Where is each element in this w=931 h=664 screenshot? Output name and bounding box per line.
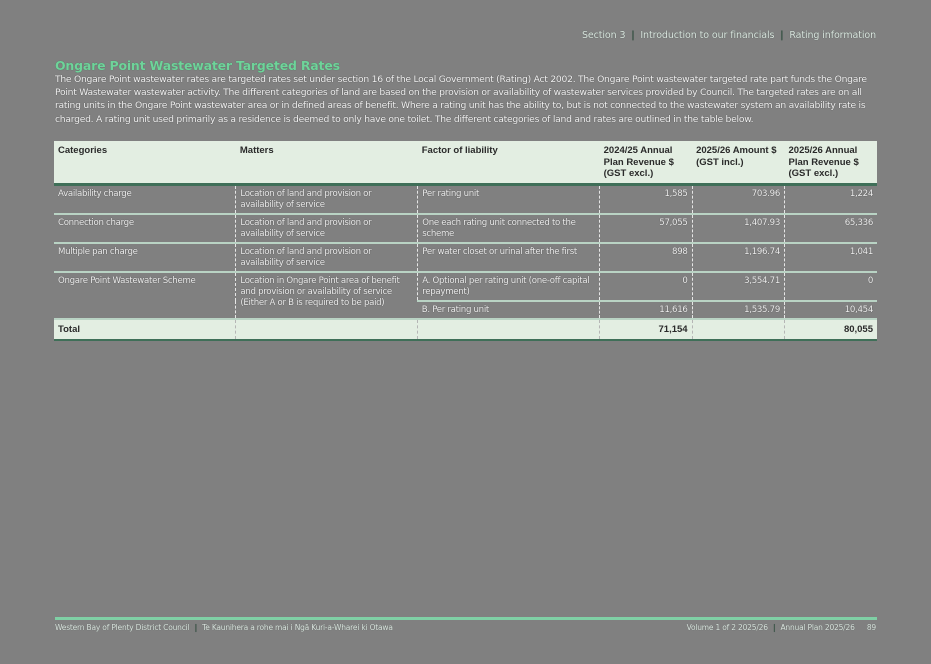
cell-rev-2526: 10,454 <box>785 301 878 319</box>
cell-category: Connection charge <box>54 214 236 243</box>
header-categories: Categories <box>54 141 236 184</box>
cell-matters: Location of land and provision or availability of service <box>236 243 418 272</box>
footer-organisation <box>55 623 393 632</box>
table-row <box>54 272 877 301</box>
total-rev-2526: 80,055 <box>785 319 878 340</box>
cell-factor: A. Optional per rating unit (one-off capital repayment) <box>418 272 600 301</box>
cell-rev-2425: 0 <box>600 272 692 301</box>
table-header-row <box>54 141 877 184</box>
breadcrumb-separator: | <box>780 30 784 41</box>
cell-factor: B. Per rating unit <box>418 301 600 319</box>
breadcrumb-topic: Rating information <box>789 30 876 41</box>
rates-table <box>54 141 877 341</box>
table-row <box>54 214 877 243</box>
header-matters: Matters <box>236 141 418 184</box>
total-empty <box>418 319 600 340</box>
cell-category: Ongare Point Wastewater Scheme <box>54 272 236 319</box>
header-2024-25-revenue: 2024/25 Annual Plan Revenue $ (GST excl.) <box>600 141 692 184</box>
cell-rev-2526: 0 <box>785 272 878 301</box>
table-row <box>54 243 877 272</box>
cell-rev-2526: 1,224 <box>785 184 878 214</box>
cell-amount-2526: 703.96 <box>692 184 784 214</box>
header-2025-26-revenue: 2025/26 Annual Plan Revenue $ (GST excl.) <box>785 141 878 184</box>
footer-document-info <box>687 623 876 632</box>
breadcrumb-chapter: Introduction to our financials <box>640 30 775 41</box>
cell-amount-2526: 1,407.93 <box>692 214 784 243</box>
page-number: 89 <box>866 623 876 632</box>
cell-rev-2425: 57,055 <box>600 214 692 243</box>
footer-volume: Volume 1 of 2 2025/26 <box>686 623 768 632</box>
cell-rev-2526: 1,041 <box>785 243 878 272</box>
footer-divider <box>55 617 877 620</box>
intro-paragraph: The Ongare Point wastewater rates are targeted rates set under section 16 of the Local Government (Rating) Act 2002. The Ongare Point wastewater targeted rate part funds the Ongare Point Wastewater wastewater activity. The different categories of land are based on the provision or availability of wastewater services provided by Council. The targeted rates are on all rating units in the Ongare Point wastewater area or in defined areas of benefit. Where a rating unit has the ability to, but is not connected to the wastewater system an availability rate is charged. A rating unit used primarily as a residence is deemed to only have one toilet. The different categories of land and rates are outlined in the table below. <box>55 74 867 125</box>
total-amount-2526 <box>692 319 784 340</box>
footer-org-name: Western Bay of Plenty District Council <box>55 623 190 632</box>
cell-factor: Per rating unit <box>418 184 600 214</box>
cell-rev-2526: 65,336 <box>785 214 878 243</box>
cell-category: Availability charge <box>54 184 236 214</box>
total-rev-2425: 71,154 <box>600 319 692 340</box>
cell-matters: Location of land and provision or availability of service <box>236 214 418 243</box>
cell-rev-2425: 1,585 <box>600 184 692 214</box>
footer-org-maori-name: Te Kaunihera a rohe mai i Ngā Kuri-a-Wharei ki Otawa <box>202 623 393 632</box>
cell-amount-2526: 3,554.71 <box>692 272 784 301</box>
footer-plan: Annual Plan 2025/26 <box>780 623 855 632</box>
breadcrumb-separator: | <box>631 30 635 41</box>
cell-matters: Location of land and provision or availability of service <box>236 184 418 214</box>
footer-separator: | <box>194 623 197 632</box>
cell-factor: Per water closet or urinal after the first <box>418 243 600 272</box>
cell-amount-2526: 1,196.74 <box>692 243 784 272</box>
cell-factor: One each rating unit connected to the scheme <box>418 214 600 243</box>
cell-rev-2425: 898 <box>600 243 692 272</box>
footer-separator: | <box>772 623 776 632</box>
breadcrumb-section: Section 3 <box>581 30 626 41</box>
section-breadcrumb <box>582 30 876 41</box>
total-label: Total <box>54 319 236 340</box>
cell-amount-2526: 1,535.79 <box>692 301 784 319</box>
table-total-row <box>54 319 877 340</box>
cell-matters: Location in Ongare Point area of benefit and provision or availability of service (Either A or B is required to be paid) <box>236 272 418 319</box>
header-factor-of-liability: Factor of liability <box>418 141 600 184</box>
cell-rev-2425: 11,616 <box>600 301 692 319</box>
header-2025-26-amount: 2025/26 Amount $ (GST incl.) <box>692 141 784 184</box>
cell-category: Multiple pan charge <box>54 243 236 272</box>
table-row <box>54 184 877 214</box>
total-empty <box>236 319 418 340</box>
page-title: Ongare Point Wastewater Targeted Rates <box>55 58 340 73</box>
